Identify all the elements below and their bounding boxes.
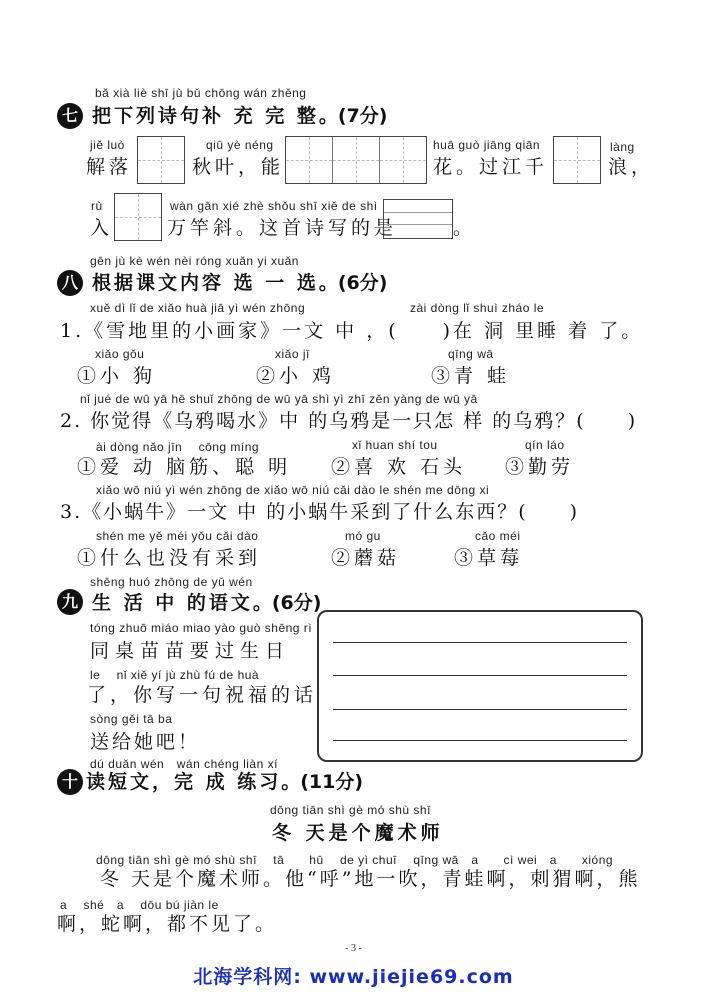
q3-option-3[interactable]: ③草莓 [454, 547, 524, 569]
q2-pinyin: nǐ jué de wū yā hē shuǐ zhōng de wū yā shì yì zhī zěn yàng de wū yā [80, 392, 478, 406]
answer-fourline[interactable] [383, 199, 453, 239]
q1-opt2-py: xiǎo jī [275, 347, 310, 361]
q2-text: 2. 你觉得《乌鸦喝水》中 的乌鸦是一只怎 样 的乌鸦？( ) [60, 410, 638, 432]
s7-r1-t-c: 花。过江千 [433, 156, 549, 178]
writing-line[interactable] [333, 642, 627, 643]
section9-badge: 九 [57, 589, 83, 615]
q1-pinyin: xuě dì lǐ de xiǎo huà jiā yì wén zhōng [90, 301, 306, 315]
story-p2-pinyin: a shé a dōu bú jiàn le [60, 898, 219, 912]
s7-r2-end: 。 [453, 217, 477, 239]
s7-r2-py-a: rù [91, 199, 103, 213]
section7-title: 把下列诗句补 充 完 整。(7分) [92, 105, 388, 127]
answer-grid-3[interactable] [553, 136, 601, 184]
section9-title: 生 活 中 的语文。(6分) [92, 592, 322, 614]
q1-option-1[interactable]: ①小 狗 [77, 365, 157, 387]
story-title-pinyin: dōng tiān shì gè mó shù shī [270, 803, 431, 817]
section10-title: 读短文，完 成 练习。(11分) [86, 771, 364, 793]
q1-option-2[interactable]: ②小 鸡 [256, 365, 336, 387]
s7-r2-py-b: wàn gān xié zhè shǒu shī xiě de shì [170, 199, 378, 213]
answer-grid-2[interactable] [285, 136, 427, 184]
section10-pinyin: dú duǎn wén wán chéng liàn xí [90, 757, 278, 771]
s7-r1-py-a: jiě luò [90, 138, 125, 152]
answer-grid-1[interactable] [137, 136, 185, 184]
s9-line2: 了，你写一句祝福的话 [87, 684, 318, 706]
writing-box[interactable] [317, 610, 643, 762]
section8-badge: 八 [57, 270, 83, 296]
s7-r1-t-b: 秋叶，能 [192, 156, 285, 178]
s7-r1-py-d: làng [610, 140, 635, 154]
s7-r1-py-c: huā guò jiāng qiān [433, 138, 541, 152]
story-p1: 冬 天是个魔术师。他“呼”地一吹，青蛙啊，刺猬啊，熊 [100, 868, 641, 890]
writing-line[interactable] [333, 709, 627, 710]
q3-option-2[interactable]: ②蘑菇 [331, 547, 401, 569]
q2-option-1[interactable]: ①爱 动 脑筋、聪 明 [77, 456, 292, 478]
s9-line1: 同桌苗苗要过生日 [90, 640, 291, 662]
section8-pinyin: gēn jù kè wén nèi róng xuǎn yi xuǎn [90, 254, 299, 268]
s9-line2-py: le nǐ xiě yí jù zhù fú de huà [90, 668, 260, 682]
q2-opt1-py: ài dòng nǎo jīn cōng míng [96, 440, 260, 454]
section8-title: 根据课文内容 选 一 选。(6分) [92, 272, 388, 294]
story-p1-pinyin: dōng tiān shì gè mó shù shī tā hū de yì chuī qīng wā a cì wei a xióng [96, 853, 614, 867]
q1-text: 1.《雪地里的小画家》一文 中 ，( )在 洞 里睡 着 了。 [60, 320, 644, 342]
section10-badge: 十 [57, 769, 83, 795]
q3-opt3-py: cǎo méi [475, 529, 521, 543]
q1-option-3[interactable]: ③青 蛙 [431, 365, 511, 387]
section7-badge: 七 [57, 103, 83, 129]
story-title: 冬 天是个魔术师 [272, 822, 444, 844]
q1-pinyin-2: zài dòng lǐ shuì zháo le [410, 301, 545, 315]
section7-pinyin: bǎ xià liè shī jù bǔ chōng wán zhěng [95, 86, 307, 100]
s7-r1-py-b: qiū yè néng [206, 138, 274, 152]
footer-watermark: 北海学科网: www.jiejie69.com [193, 966, 514, 988]
q3-option-1[interactable]: ①什么也没有采到 [77, 547, 262, 569]
answer-grid-4[interactable] [114, 193, 162, 241]
story-p2: 啊，蛇啊，都不见了。 [57, 913, 278, 935]
q3-opt1-py: shén me yě méi yǒu cǎi dào [96, 529, 259, 543]
writing-line[interactable] [333, 675, 627, 676]
q3-pinyin: xiǎo wō niú yì wén zhōng de xiǎo wō niú cǎi dào le shén me dōng xi [96, 483, 490, 497]
s7-r1-t-a: 解落 [86, 156, 133, 178]
s9-line1-py: tóng zhuō miáo miao yào guò shēng rì [90, 621, 313, 635]
q1-opt3-py: qīng wā [448, 347, 494, 361]
section9-pinyin: shēng huó zhōng de yǔ wén [90, 575, 253, 589]
s9-line3-py: sòng gěi tā ba [90, 712, 173, 726]
q3-text: 3.《小蜗牛》一文 中 的小蜗牛采到了什么东西？( ) [60, 501, 580, 523]
writing-line[interactable] [333, 740, 627, 741]
q2-option-2[interactable]: ②喜 欢 石头 [331, 456, 467, 478]
page-number: - 3 - [345, 943, 362, 954]
s7-r2-t-a: 入 [90, 217, 114, 239]
s7-r1-t-d: 浪， [608, 156, 655, 178]
q3-opt2-py: mó gu [345, 529, 381, 543]
s9-line3: 送给她吧！ [90, 731, 201, 753]
q1-opt1-py: xiǎo gǒu [95, 347, 145, 361]
q2-opt3-py: qín láo [525, 438, 565, 452]
q2-opt2-py: xǐ huan shí tou [352, 438, 438, 452]
q2-option-3[interactable]: ③勤劳 [505, 456, 575, 478]
s7-r2-t-b: 万竿斜。这首诗写的是 [167, 217, 398, 239]
